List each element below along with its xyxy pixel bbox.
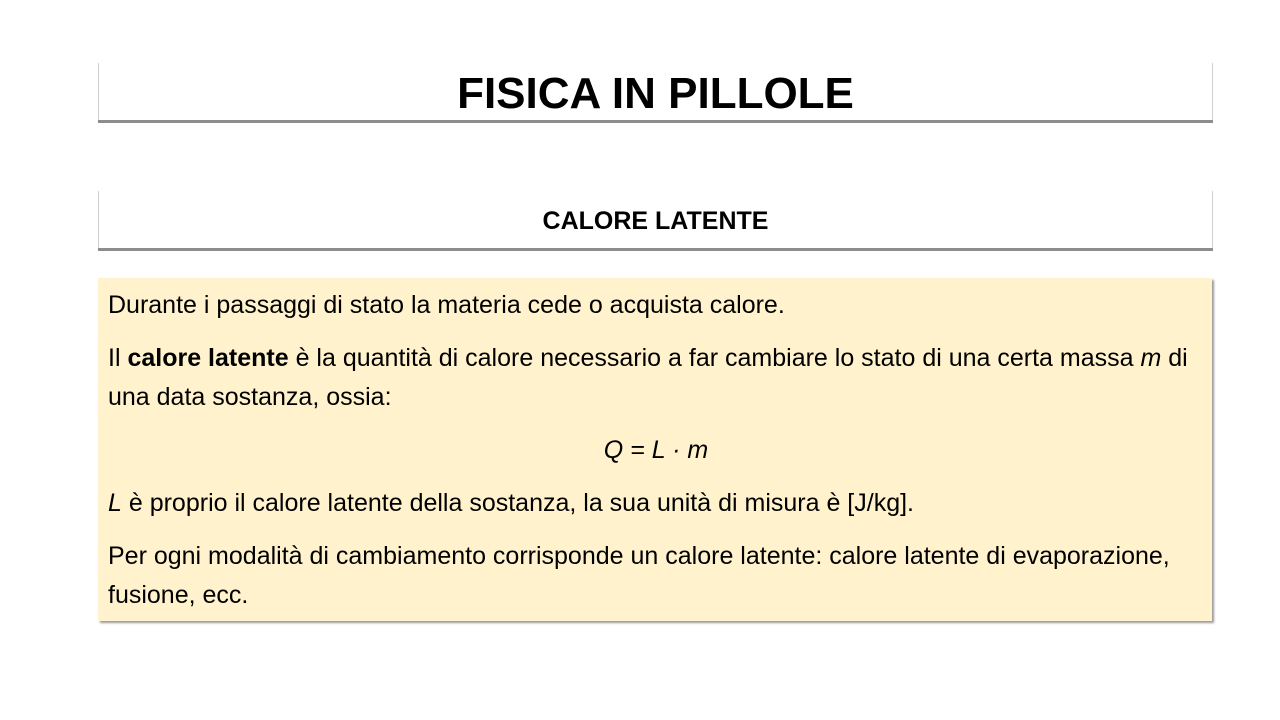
paragraph-intro: Durante i passaggi di stato la materia cede o acquista calore. bbox=[108, 291, 785, 319]
definition-middle: è la quantità di calore necessario a far cambiare lo stato di una certa massa bbox=[288, 344, 1141, 372]
definition-term: calore latente bbox=[127, 344, 289, 372]
formula: Q = L · m bbox=[603, 436, 709, 464]
paragraph-definition bbox=[108, 339, 1204, 417]
title-banner bbox=[98, 63, 1213, 120]
definition-prefix: Il bbox=[108, 344, 128, 372]
content-box bbox=[98, 278, 1212, 621]
paragraph-modes: Per ogni modalità di cambiamento corrisponde un calore latente: calore latente di evaporazione, fusione, ecc. bbox=[108, 542, 1170, 609]
variable-m: m bbox=[1140, 344, 1162, 372]
paragraph-unit bbox=[108, 484, 1204, 523]
variable-L: L bbox=[108, 489, 122, 517]
subtitle-banner bbox=[98, 191, 1213, 248]
unit-text: è proprio il calore latente della sostanza, la sua unità di misura è [J/kg]. bbox=[121, 489, 914, 517]
definition-suffix: di una data sostanza, ossia: bbox=[108, 344, 1188, 411]
slide-subtitle: CALORE LATENTE bbox=[542, 207, 769, 235]
slide-title: FISICA IN PILLOLE bbox=[457, 69, 854, 118]
